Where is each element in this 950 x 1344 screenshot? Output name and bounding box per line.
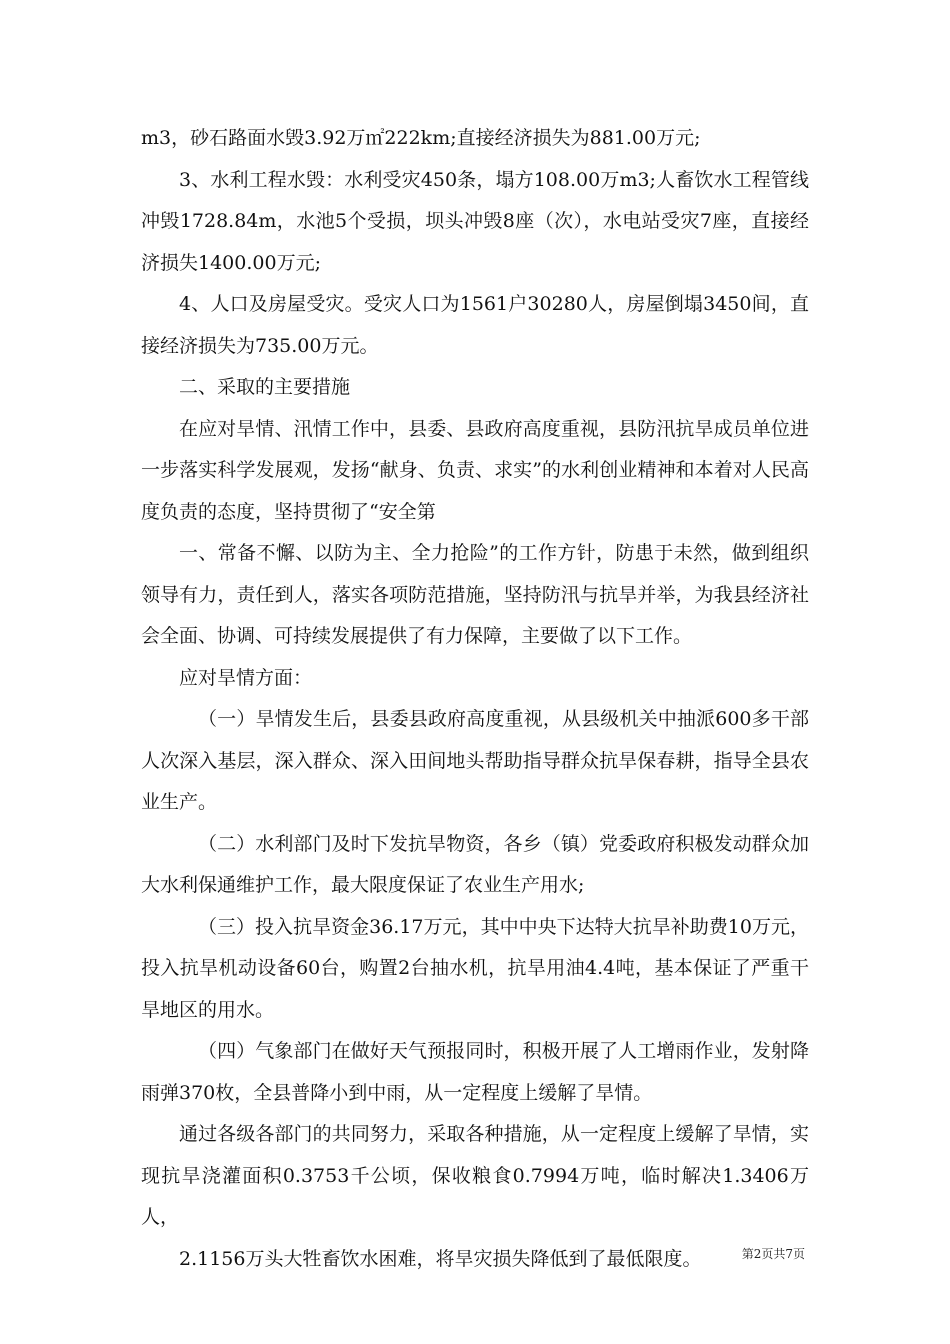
paragraph-road-damage: m3，砂石路面水毁3.92万㎡222km;直接经济损失为881.00万元; bbox=[141, 127, 701, 149]
paragraph-measure-3: （三）投入抗旱资金36.17万元，其中中央下达特大抗旱补助费10万元，投入抗旱机动设备60台，购置2台抽水机，抗旱用油4.4吨，基本保证了严重干旱地区的用水。 bbox=[141, 915, 809, 1021]
document-body bbox=[141, 118, 809, 1280]
subheading-drought-response: 应对旱情方面： bbox=[179, 666, 313, 689]
paragraph-measure-2: （二）水利部门及时下发抗旱物资，各乡（镇）党委政府积极发动群众加大水利保通维护工作，最大限度保证了农业生产用水; bbox=[141, 832, 809, 896]
paragraph-water-works-damage: 3、水利工程水毁：水利受灾450条，塌方108.00万m3;人畜饮水工程管线冲毁1728.84m，水池5个受损，坝头冲毁8座（次），水电站受灾7座，直接经济损失1400.00万元; bbox=[141, 168, 809, 274]
paragraph-work-policy: 一、常备不懈、以防为主、全力抢险”的工作方针，防患于未然，做到组织领导有力，责任到人，落实各项防范措施，坚持防汛与抗旱并举，为我县经济社会全面、协调、可持续发展提供了有力保障，主要做了以下工作。 bbox=[141, 542, 809, 647]
paragraph-results-continued: 2.1156万头大牲畜饮水困难，将旱灾损失降低到了最低限度。 bbox=[179, 1247, 702, 1270]
paragraph-population-housing: 4、人口及房屋受灾。受灾人口为1561户30280人，房屋倒塌3450间，直接经济损失为735.00万元。 bbox=[141, 293, 809, 357]
paragraph-measures-intro: 在应对旱情、汛情工作中，县委、县政府高度重视，县防汛抗旱成员单位进一步落实科学发展观，发扬“献身、负责、求实”的水利创业精神和本着对人民高度负责的态度，坚持贯彻了“安全第 bbox=[141, 417, 809, 523]
section-heading-measures: 二、采取的主要措施 bbox=[179, 376, 351, 398]
paragraph-measure-4: （四）气象部门在做好天气预报同时，积极开展了人工增雨作业，发射降雨弹370枚，全县普降小到中雨，从一定程度上缓解了旱情。 bbox=[141, 1040, 809, 1104]
paragraph-results: 通过各级各部门的共同努力，采取各种措施，从一定程度上缓解了旱情，实现抗旱浇灌面积0.3753千公顷，保收粮食0.7994万吨，临时解决1.3406万人， bbox=[141, 1123, 809, 1228]
paragraph-measure-1: （一）旱情发生后，县委县政府高度重视，从县级机关中抽派600多干部人次深入基层，深入群众、深入田间地头帮助指导群众抗旱保春耕，指导全县农业生产。 bbox=[141, 708, 809, 813]
page-number: 第2页共7页 bbox=[741, 1247, 805, 1261]
